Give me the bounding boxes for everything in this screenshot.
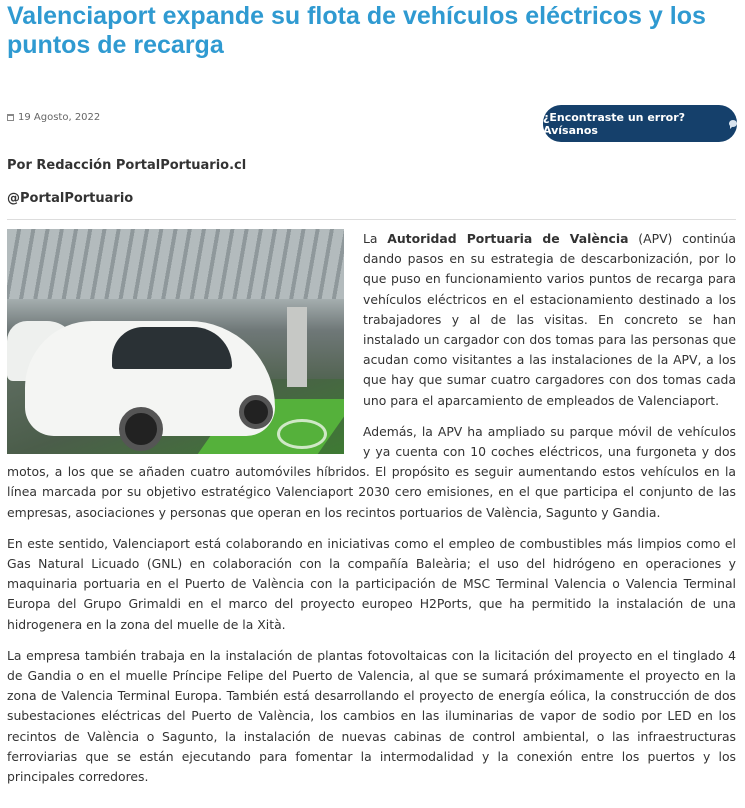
- article-photo: [7, 229, 344, 454]
- author-handle[interactable]: @PortalPortuario: [7, 191, 134, 206]
- chat-bubble-icon: [729, 120, 737, 127]
- report-error-label: ¿Encontraste un error? Avísanos: [543, 110, 686, 137]
- article-body: [7, 229, 736, 798]
- paragraph-3: En este sentido, Valenciaport está colaborando en iniciativas como el empleo de combustibles más limpios como el Gas Natural Licuado (GNL) en colaboración con la compañía Baleària; el uso del hidrógeno en operaciones y maquinaria portuaria en el Puerto de València con la participación de MSC Terminal Valencia o Valencia Terminal Europa del Grupo Grimaldi en el marco del proyecto europeo H2Ports, que ha permitido la instalación de una hidrogenera en la zona del muelle de la Xità.: [7, 535, 736, 632]
- divider: [7, 219, 736, 220]
- report-error-button[interactable]: [543, 105, 737, 142]
- paragraph-1: La Autoridad Portuaria de València (APV) continúa dando pasos en su estrategia de descarbonización, por lo que puso en funcionamiento varios puntos de recarga para vehículos eléctricos en el estacionamiento destinado a los trabajadores y al de las visitas. En concreto se han instalado un cargador con dos tomas para las personas que acudan como visitantes a las instalaciones de la APV, a los que hay que sumar cuatro cargadores con dos tomas cada uno para el aparcamiento de empleados de Valenciaport.: [363, 231, 736, 408]
- publish-date: [7, 112, 100, 123]
- apv-name: Autoridad Portuaria de València: [387, 231, 629, 246]
- calendar-icon: [7, 114, 14, 121]
- article-meta: [7, 104, 737, 144]
- article-title: Valenciaport expande su flota de vehículos eléctricos y los puntos de recarga: [7, 2, 706, 59]
- publish-date-text: 19 Agosto, 2022: [18, 112, 101, 123]
- paragraph-4: La empresa también trabaja en la instalación de plantas fotovoltaicas con la licitación del proyecto en el tinglado 4 de Gandia o en el muelle Príncipe Felipe del Puerto de Valencia, al que se sumará próximamente el proyecto en la zona de Valencia Terminal Europa. También está desarrollando el proyecto de energía eólica, la construcción de dos subestaciones eléctricas del Puerto de València, los cambios en las iluminarias de vapor de sodio por LED en los recintos de València o Sagunto, la instalación de nuevas cabinas de control ambiental, o las infraestructuras ferroviarias que se están ejecutando para fomentar la intermodalidad y la conexión entre los puertos y los principales corredores.: [7, 647, 736, 785]
- paragraph-2: Además, la APV ha ampliado su parque móvil de vehículos y ya cuenta con 10 coches eléctricos, una furgoneta y dos motos, a los que se añaden cuatro automóviles híbridos. El propósito es seguir aumentando estos vehículos en la línea marcada por su objetivo estratégico Valenciaport 2030 cero emisiones, en el que participa el conjunto de las empresas, asociaciones y personas que operan en los recintos portuarios de València, Sagunto y Gandia.: [7, 423, 736, 520]
- author-byline: Por Redacción PortalPortuario.cl: [7, 158, 247, 173]
